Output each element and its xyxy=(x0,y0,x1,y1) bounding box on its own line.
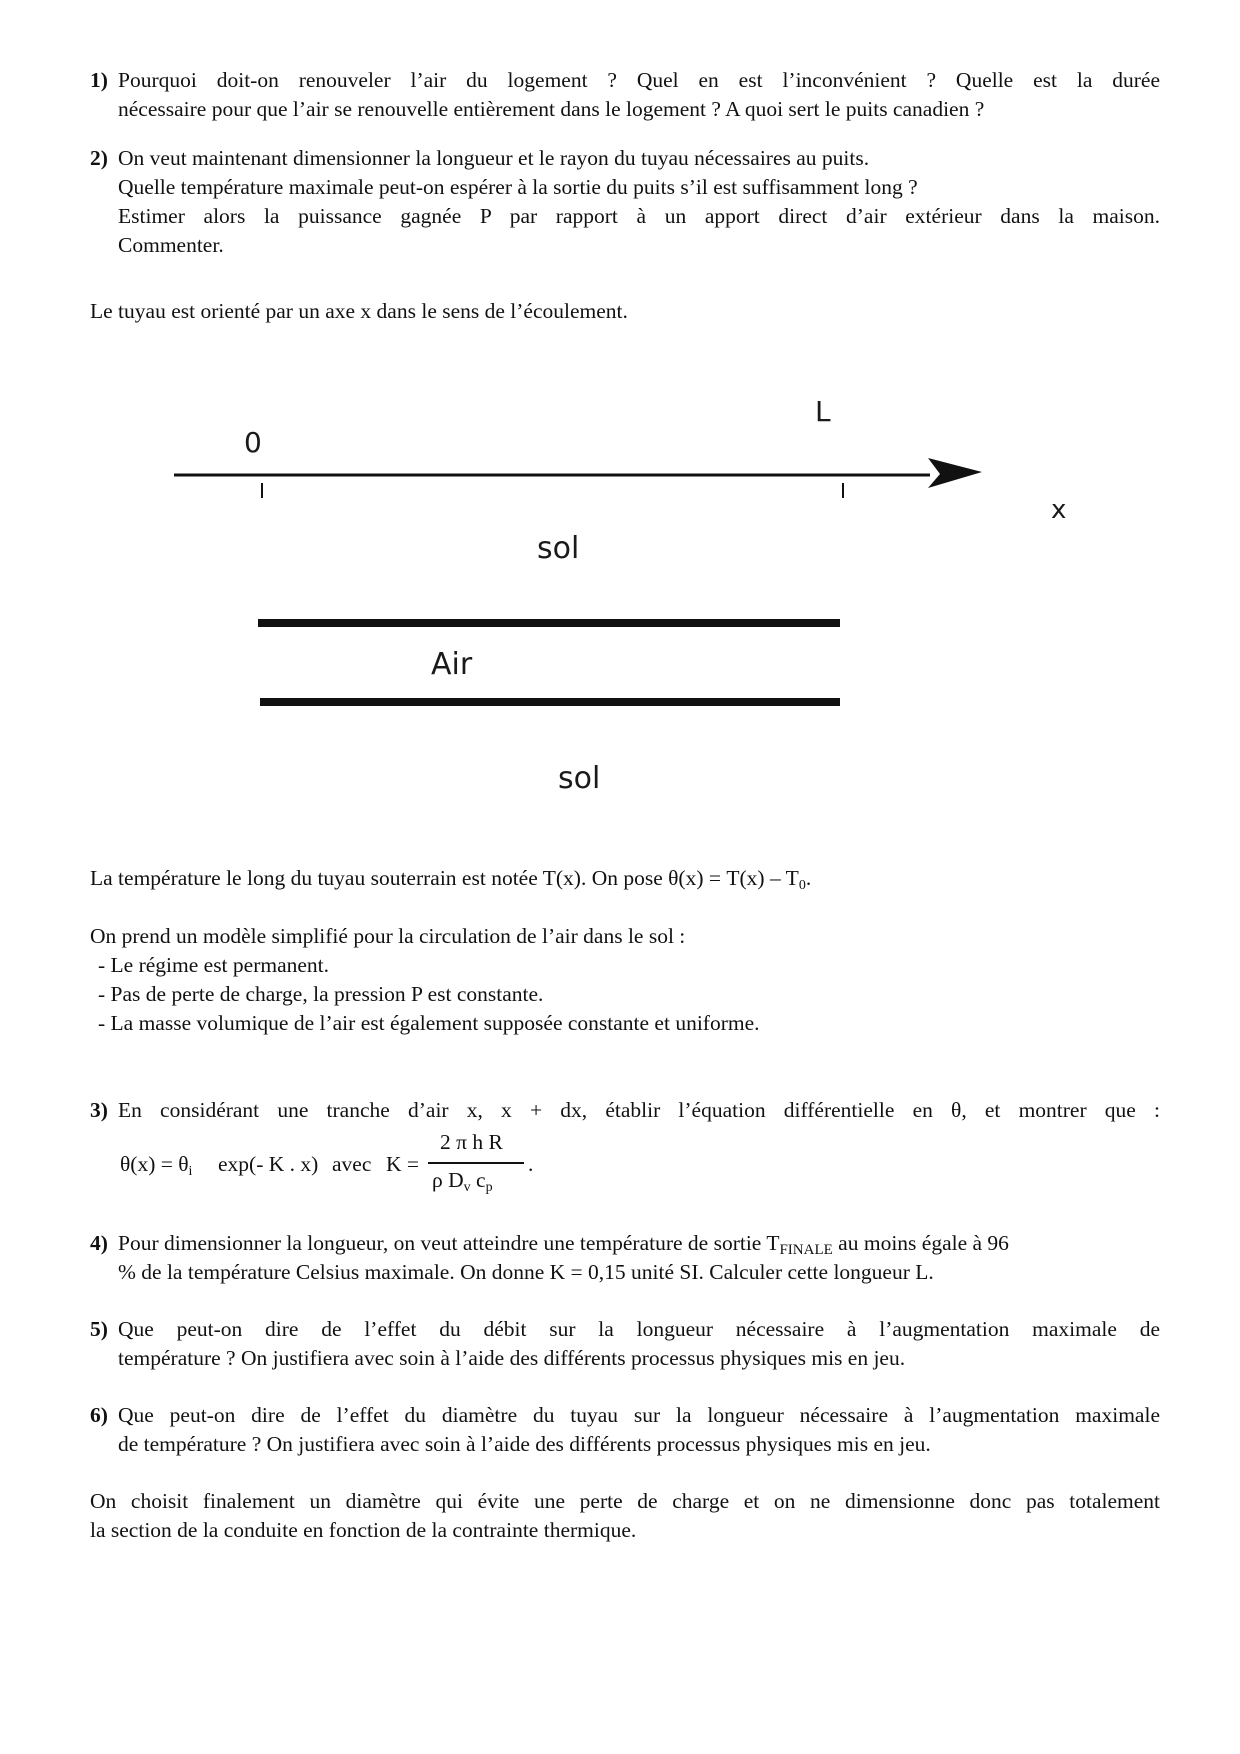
question-text-line: Pourquoi doit-on renouveler l’air du logement ? Quel en est l’inconvénient ? Quelle est la durée xyxy=(118,68,1160,92)
axis-arrowhead-icon xyxy=(928,458,982,488)
axis-label: x xyxy=(1051,495,1067,525)
equation-numerator: 2 π h R xyxy=(440,1130,503,1154)
equation-end: . xyxy=(528,1152,534,1176)
question-text-line xyxy=(118,1229,1160,1258)
question-number: 2) xyxy=(90,146,108,170)
pipe-wall-bottom xyxy=(260,698,840,706)
question-number: 5) xyxy=(90,1317,108,1341)
question-number: 6) xyxy=(90,1403,108,1427)
question-3 xyxy=(90,1096,1160,1125)
question-text-line: % de la température Celsius maximale. On donne K = 0,15 unité SI. Calculer cette longueur L. xyxy=(118,1260,934,1284)
length-label: L xyxy=(815,395,831,428)
temperature-definition-text: La température le long du tuyau souterrain est notée T(x). On pose θ(x) = T(x) – T xyxy=(90,866,799,890)
air-label: Air xyxy=(431,647,473,682)
equation-lhs xyxy=(120,1150,192,1179)
conclusion xyxy=(90,1487,1160,1545)
pipe-wall-top xyxy=(258,619,840,627)
question-5 xyxy=(90,1315,1160,1373)
temperature-definition xyxy=(90,864,1160,893)
question-text-part: au moins égale à 96 xyxy=(832,1231,1009,1255)
question-text-line: Estimer alors la puissance gagnée P par rapport à un apport direct d’air extérieur dans la maison. xyxy=(118,204,1160,228)
origin-label: 0 xyxy=(244,426,262,459)
question-4 xyxy=(90,1229,1160,1287)
equation-lhs-text: θ(x) = θ xyxy=(120,1152,189,1176)
question-text-line: Quelle température maximale peut-on espérer à la sortie du puits s’il est suffisamment long ? xyxy=(118,175,918,199)
model-list xyxy=(98,951,1098,1038)
soil-top-label: sol xyxy=(537,531,580,566)
question-number: 1) xyxy=(90,68,108,92)
question-text-line: nécessaire pour que l’air se renouvelle entièrement dans le logement ? A quoi sert le puits canadien ? xyxy=(118,97,985,121)
list-item: - La masse volumique de l’air est également supposée constante et uniforme. xyxy=(98,1011,760,1035)
conclusion-line: On choisit finalement un diamètre qui évite une perte de charge et on ne dimensionne donc pas totalement xyxy=(90,1489,1160,1513)
question-text-line: Que peut-on dire de l’effet du débit sur la longueur nécessaire à l’augmentation maximale de xyxy=(118,1317,1160,1341)
question-text-part: Pour dimensionner la longueur, on veut atteindre une température de sortie T xyxy=(118,1231,780,1255)
equation-exp: exp(- K . x) xyxy=(218,1152,319,1176)
list-item: - Le régime est permanent. xyxy=(98,953,330,977)
equation-denominator-a: ρ D xyxy=(432,1168,464,1192)
equation-lhs-subscript: i xyxy=(188,1164,193,1179)
axis-intro: Le tuyau est orienté par un axe x dans le sens de l’écoulement. xyxy=(90,299,628,323)
temperature-definition-end: . xyxy=(805,866,812,890)
equation xyxy=(120,1128,620,1200)
equation-avec: avec xyxy=(332,1152,372,1176)
question-text-line: température ? On justifiera avec soin à l’aide des différents processus physiques mis en jeu. xyxy=(118,1346,906,1370)
finale-subscript: FINALE xyxy=(779,1242,833,1258)
question-text-line: de température ? On justifiera avec soin à l’aide des différents processus physiques mis en jeu. xyxy=(118,1432,931,1456)
equation-denominator xyxy=(432,1166,493,1195)
question-6 xyxy=(90,1401,1160,1459)
model-intro: On prend un modèle simplifié pour la circulation de l’air dans le sol : xyxy=(90,924,686,948)
question-text-line: Commenter. xyxy=(118,233,224,257)
question-text-line: On veut maintenant dimensionner la longueur et le rayon du tuyau nécessaires au puits. xyxy=(118,146,870,170)
temperature-subscript: 0 xyxy=(798,878,806,893)
question-number: 3) xyxy=(90,1098,108,1122)
equation-denominator-b: c xyxy=(470,1168,486,1192)
soil-bottom-label: sol xyxy=(558,761,601,796)
question-text-line: En considérant une tranche d’air x, x + dx, établir l’équation différentielle en θ, et montrer que : xyxy=(118,1098,1160,1122)
list-item: - Pas de perte de charge, la pression P est constante. xyxy=(98,982,544,1006)
equation-k: K = xyxy=(386,1152,420,1176)
conclusion-line: la section de la conduite en fonction de la contrainte thermique. xyxy=(90,1518,637,1542)
equation-denominator-sub1: v xyxy=(463,1180,471,1195)
question-text-line: Que peut-on dire de l’effet du diamètre du tuyau sur la longueur nécessaire à l’augmentation maximale xyxy=(118,1403,1160,1427)
question-number: 4) xyxy=(90,1231,108,1255)
equation-denominator-sub2: p xyxy=(485,1180,493,1195)
fraction-bar xyxy=(428,1162,524,1164)
